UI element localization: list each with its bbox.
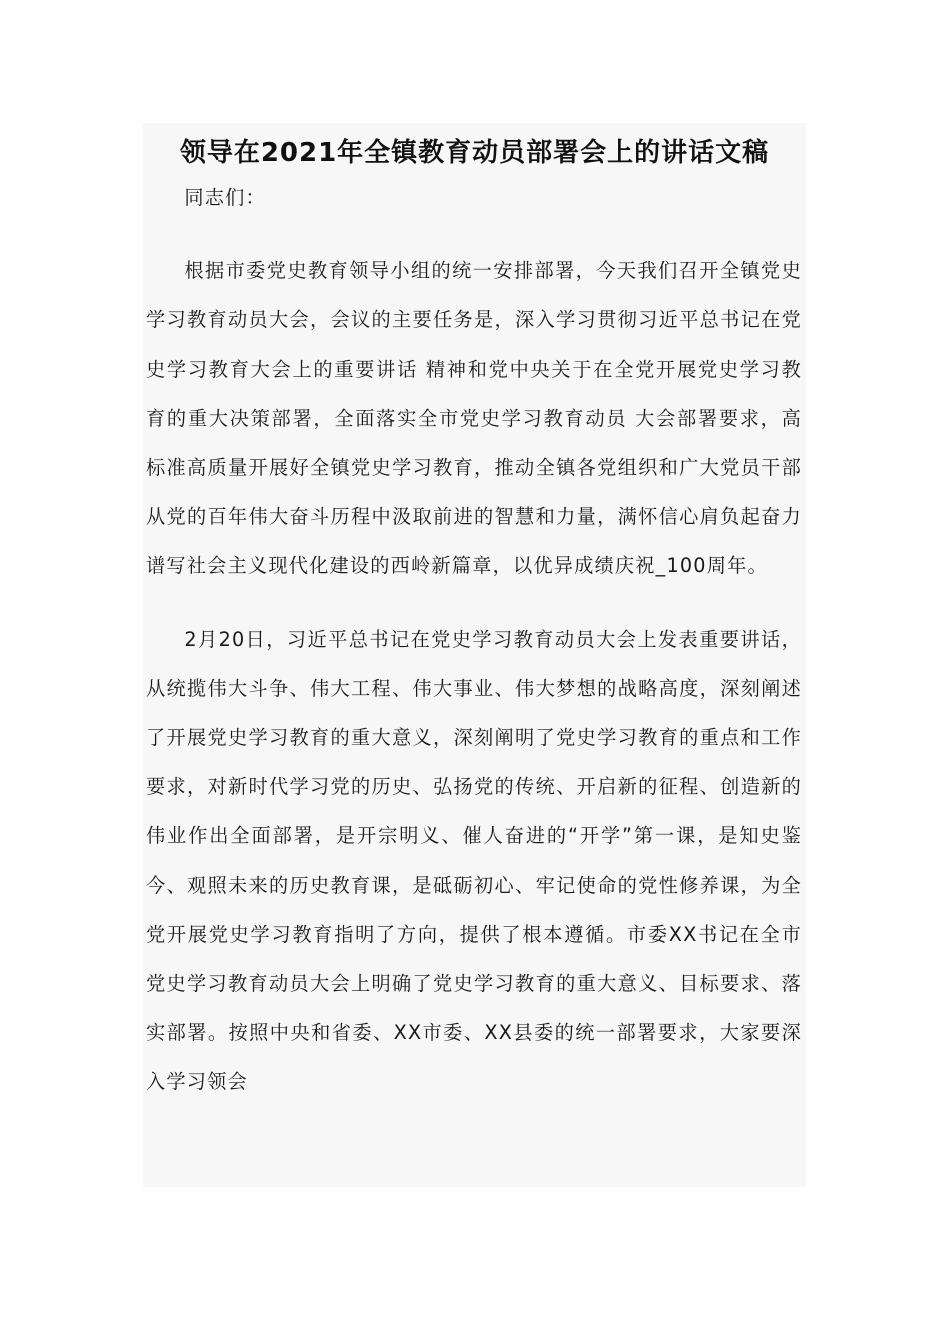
paragraph-1: 根据市委党史教育领导小组的统一安排部署，今天我们召开全镇党史学习教育动员大会，会议的主要任务是，深入学习贯彻习近平总书记在党史学习教育大会上的重要讲话 精神和党中央关于在全党开展党史学习教育的重大决策部署，全面落实全市党史学习教育动员 大会部署要求，高标准高质量开展好全镇党史学习教育，推动全镇各党组织和广大党员干部从党的百年伟大奋斗历程中汲取前进的智慧和力量，满怀信心肩负起奋力谱写社会主义现代化建设的西岭新篇章，以优异成绩庆祝_100周年。	[146, 259, 802, 578]
paragraph-2: 2月20日，习近平总书记在党史学习教育动员大会上发表重要讲话，从统揽伟大斗争、伟大工程、伟大事业、伟大梦想的战略高度，深刻阐述了开展党史学习教育的重大意义，深刻阐明了党史学习教育的重点和工作要求，对新时代学习党的历史、弘扬党的传统、开启新的征程、创造新的伟业作出全面部署，是开宗明义、催人奋进的“开学”第一课，是知史鉴今、观照未来的历史教育课，是砥砺初心、牢记使命的党性修养课，为全党开展党史学习教育指明了方向，提供了根本遵循。市委XX书记在全市党史学习教育动员大会上明确了党史学习教育的重大意义、目标要求、落实部署。按照中央和省委、XX市委、XX县委的统一部署要求，大家要深入学习领会	[146, 627, 802, 1094]
document-title: 领导在2021年全镇教育动员部署会上的讲话文稿	[179, 138, 770, 168]
document-body	[146, 173, 802, 1107]
greeting-line: 同志们：	[184, 186, 266, 209]
